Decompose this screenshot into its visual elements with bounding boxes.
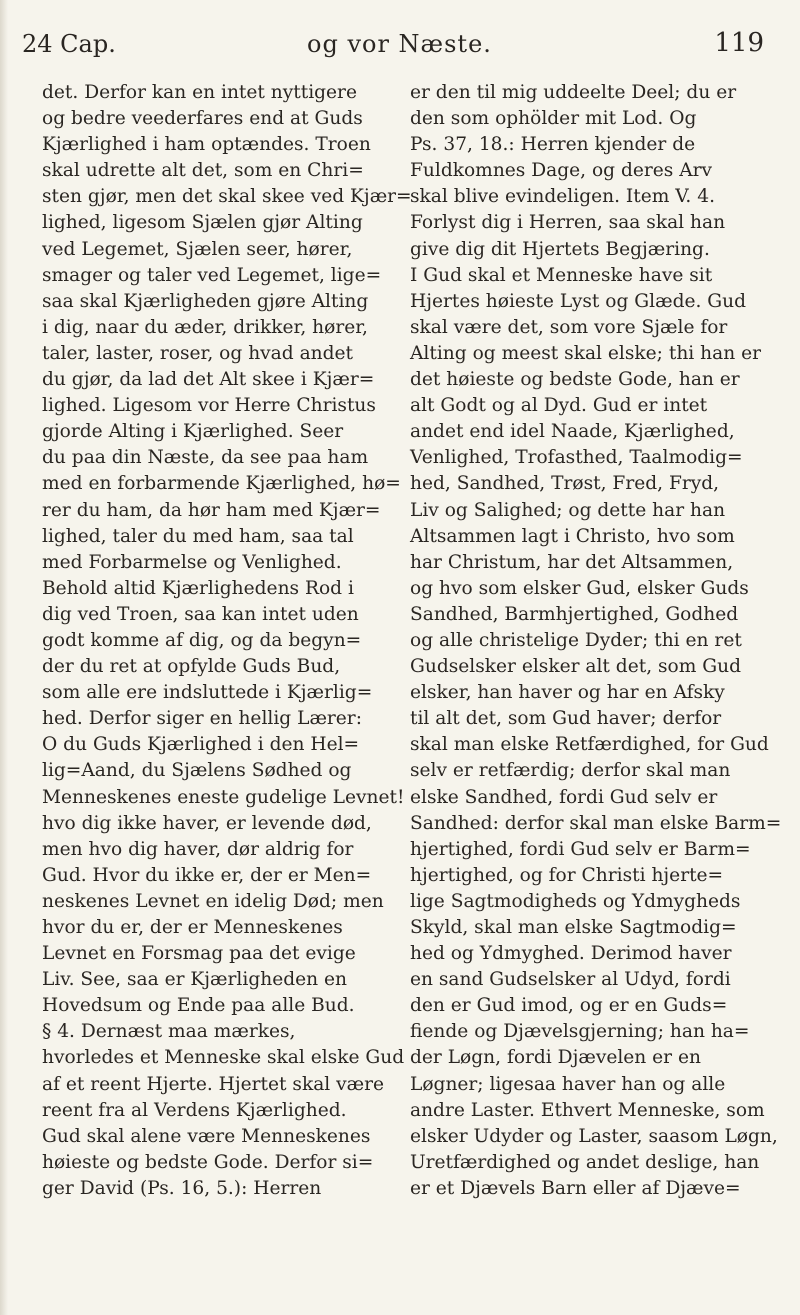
text-line: rer du ham, da hør ham med Kjær= bbox=[42, 499, 381, 521]
text-line: Gud skal alene være Menneskenes bbox=[42, 1125, 371, 1147]
text-line: O du Guds Kjærlighed i den Hel= bbox=[42, 734, 360, 756]
text-line: reent fra al Verdens Kjærlighed. bbox=[42, 1099, 347, 1121]
text-line: og hvo som elsker Gud, elsker Guds bbox=[410, 577, 749, 599]
text-line: med en forbarmende Kjærlighed, hø= bbox=[42, 473, 401, 495]
text-line: I Gud skal et Menneske have sit bbox=[410, 264, 713, 286]
page-edge bbox=[0, 0, 8, 1315]
text-line: hed. Derfor siger en hellig Lærer: bbox=[42, 708, 362, 730]
text-line: Sandhed: derfor skal man elske Barm= bbox=[410, 812, 782, 834]
text-line: Liv. See, saa er Kjærligheden en bbox=[42, 969, 347, 991]
page-header bbox=[22, 22, 764, 62]
text-line: er et Djævels Barn eller af Djæve= bbox=[410, 1177, 741, 1199]
text-line: andre Laster. Ethvert Menneske, som bbox=[410, 1099, 765, 1121]
text-line: den er Gud imod, og er en Guds= bbox=[410, 995, 728, 1017]
text-columns bbox=[36, 80, 782, 1305]
text-line: hed og Ydmyghed. Derimod haver bbox=[410, 943, 732, 965]
text-line: du gjør, da lad det Alt skee i Kjær= bbox=[42, 369, 375, 391]
text-line: Sandhed, Barmhjertighed, Godhed bbox=[410, 603, 739, 625]
text-line: skal man elske Retfærdighed, for Gud bbox=[410, 734, 769, 756]
text-line: skal blive evindeligen. Item V. 4. bbox=[410, 186, 715, 208]
text-line: Levnet en Forsmag paa det evige bbox=[42, 943, 356, 965]
text-line: en sand Gudselsker al Udyd, fordi bbox=[410, 969, 731, 991]
text-line: Kjærlighed i ham optændes. Troen bbox=[42, 134, 371, 156]
text-line: der Løgn, fordi Djævelen er en bbox=[410, 1047, 701, 1069]
text-line: hed, Sandhed, Trøst, Fred, Fryd, bbox=[410, 473, 720, 495]
text-line: hjertighed, og for Christi hjerte= bbox=[410, 864, 724, 886]
text-line: den som ophölder mit Lod. Og bbox=[410, 108, 697, 130]
text-line: du paa din Næste, da see paa ham bbox=[42, 447, 369, 469]
page-number: 119 bbox=[714, 28, 764, 58]
text-line: Skyld, skal man elske Sagtmodig= bbox=[410, 917, 737, 938]
text-line: skal udrette alt det, som en Chri= bbox=[42, 160, 364, 182]
left-column bbox=[36, 80, 412, 1305]
text-line: har Christum, har det Altsammen, bbox=[410, 551, 734, 573]
text-line: er den til mig uddeelte Deel; du er bbox=[410, 82, 737, 103]
text-line: Alting og meest skal elske; thi han er bbox=[410, 342, 761, 364]
text-line: Fuldkomnes Dage, og deres Arv bbox=[410, 160, 713, 182]
text-line: Løgner; ligesaa haver han og alle bbox=[410, 1073, 726, 1095]
text-line: Venlighed, Trofasthed, Taalmodig= bbox=[410, 447, 743, 469]
text-line: ger David (Ps. 16, 5.): Herren bbox=[42, 1177, 322, 1199]
text-line: lig=Aand, du Sjælens Sødhed og bbox=[42, 760, 352, 782]
text-line: Gudselsker elsker alt det, som Gud bbox=[410, 656, 742, 678]
text-line: men hvo dig haver, dør aldrig for bbox=[42, 838, 354, 860]
text-line: skal være det, som vore Sjæle for bbox=[410, 316, 728, 338]
text-line: elsker Udyder og Laster, saasom Løgn, bbox=[410, 1125, 778, 1147]
text-line: Ps. 37, 18.: Herren kjender de bbox=[410, 134, 696, 156]
text-line: alt Godt og al Dyd. Gud er intet bbox=[410, 395, 708, 417]
text-line: § 4. Dernæst maa mærkes, bbox=[42, 1021, 296, 1043]
text-line: Gud. Hvor du ikke er, der er Men= bbox=[42, 864, 372, 886]
text-line: der du ret at opfylde Guds Bud, bbox=[42, 656, 341, 678]
text-line: i dig, naar du æder, drikker, hører, bbox=[42, 316, 368, 338]
text-line: saa skal Kjærligheden gjøre Alting bbox=[42, 290, 369, 312]
text-line: hvorledes et Menneske skal elske Gud bbox=[42, 1047, 405, 1069]
text-line: andet end idel Naade, Kjærlighed, bbox=[410, 421, 735, 443]
text-line: elske Sandhed, fordi Gud selv er bbox=[410, 786, 718, 808]
text-line: til alt det, som Gud haver; derfor bbox=[410, 708, 722, 730]
running-title: og vor Næste. bbox=[307, 30, 492, 58]
text-line: Forlyst dig i Herren, saa skal han bbox=[410, 212, 726, 234]
text-line: selv er retfærdig; derfor skal man bbox=[410, 760, 731, 782]
text-line: ved Legemet, Sjælen seer, hører, bbox=[42, 238, 353, 260]
text-line: hvo dig ikke haver, er levende død, bbox=[42, 812, 372, 834]
text-line: neskenes Levnet en idelig Død; men bbox=[42, 890, 384, 912]
text-line: lighed, ligesom Sjælen gjør Alting bbox=[42, 212, 363, 234]
text-line: som alle ere indsluttede i Kjærlig= bbox=[42, 682, 373, 704]
text-line: lighed, taler du med ham, saa tal bbox=[42, 525, 354, 547]
text-line: taler, laster, roser, og hvad andet bbox=[42, 342, 354, 364]
text-line: lige Sagtmodigheds og Ydmygheds bbox=[410, 890, 741, 912]
text-line: elsker, han haver og har en Afsky bbox=[410, 682, 725, 704]
text-line: og bedre veederfares end at Guds bbox=[42, 108, 363, 130]
text-line: det høieste og bedste Gode, han er bbox=[410, 369, 740, 391]
text-line: hvor du er, der er Menneskenes bbox=[42, 917, 343, 938]
text-line: det. Derfor kan en intet nyttigere bbox=[42, 82, 357, 103]
text-line: hjertighed, fordi Gud selv er Barm= bbox=[410, 838, 751, 860]
text-line: Hovedsum og Ende paa alle Bud. bbox=[42, 995, 355, 1017]
text-line: Altsammen lagt i Christo, hvo som bbox=[410, 525, 735, 547]
text-line: give dig dit Hjertets Begjæring. bbox=[410, 238, 710, 260]
text-line: Menneskenes eneste gudelige Levnet! bbox=[42, 786, 405, 808]
text-line: gjorde Alting i Kjærlighed. Seer bbox=[42, 421, 344, 443]
text-line: Hjertes høieste Lyst og Glæde. Gud bbox=[410, 290, 747, 312]
text-line: fiende og Djævelsgjerning; han ha= bbox=[410, 1021, 750, 1043]
text-line: og alle christelige Dyder; thi en ret bbox=[410, 629, 742, 651]
text-line: høieste og bedste Gode. Derfor si= bbox=[42, 1151, 374, 1173]
text-line: Liv og Salighed; og dette har han bbox=[410, 499, 726, 521]
text-line: smager og taler ved Legemet, lige= bbox=[42, 264, 382, 286]
text-line: godt komme af dig, og da begyn= bbox=[42, 629, 362, 651]
text-line: dig ved Troen, saa kan intet uden bbox=[42, 603, 359, 625]
text-line: Behold altid Kjærlighedens Rod i bbox=[42, 577, 354, 599]
chapter-label: 24 Cap. bbox=[22, 30, 116, 58]
text-line: Uretfærdighed og andet deslige, han bbox=[410, 1151, 760, 1173]
text-line: med Forbarmelse og Venlighed. bbox=[42, 551, 342, 573]
text-line: af et reent Hjerte. Hjertet skal være bbox=[42, 1073, 385, 1095]
text-line: sten gjør, men det skal skee ved Kjær= bbox=[42, 186, 412, 208]
text-line: lighed. Ligesom vor Herre Christus bbox=[42, 395, 376, 417]
right-column bbox=[410, 80, 782, 1305]
